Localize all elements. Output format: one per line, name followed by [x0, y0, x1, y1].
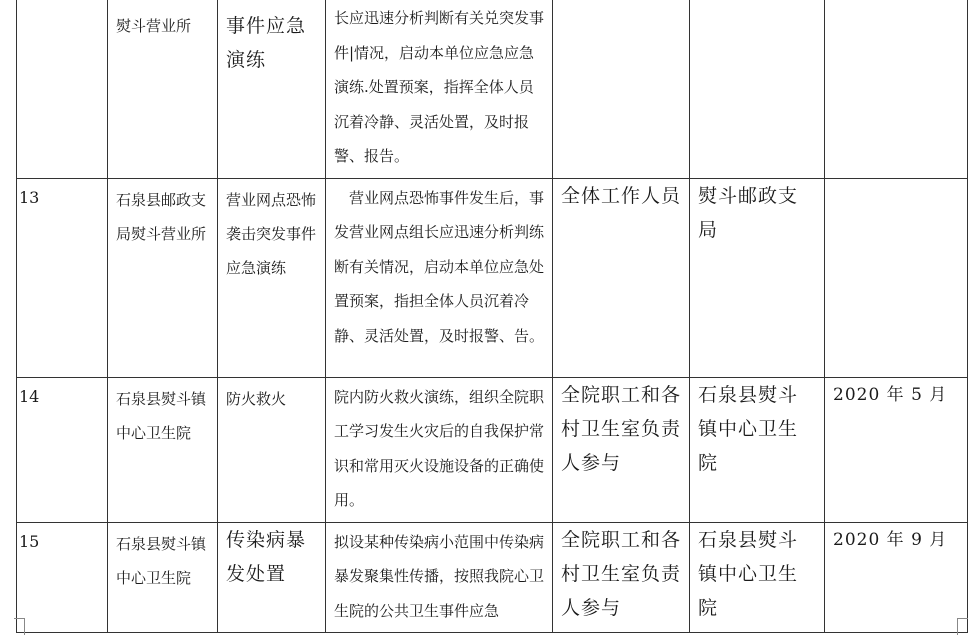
content-cell: 院内防火救火演练，组织全院职工学习发生火灾后的自我保护常识和常用灭火设施设备的正确使用。	[326, 377, 553, 522]
unit-cell: 熨斗营业所	[108, 0, 218, 178]
right-crop-mark	[957, 618, 968, 635]
table-row	[17, 0, 968, 178]
table-row	[17, 178, 968, 377]
organizer-cell: 熨斗邮政支局	[690, 178, 825, 377]
organizer-cell	[690, 0, 825, 178]
participants-cell: 全体工作人员	[553, 178, 690, 377]
drill-name-cell: 传染病暴发处置	[218, 522, 326, 633]
participants-cell	[553, 0, 690, 178]
participants-cell: 全院职工和各村卫生室负责人参与	[553, 377, 690, 522]
participants-cell: 全院职工和各村卫生室负责人参与	[553, 522, 690, 633]
unit-cell: 石泉县邮政支局熨斗营业所	[108, 178, 218, 377]
organizer-cell: 石泉县熨斗镇中心卫生院	[690, 377, 825, 522]
date-cell	[825, 178, 968, 377]
date-cell	[825, 0, 968, 178]
table-row	[17, 377, 968, 522]
left-crop-mark	[14, 618, 25, 635]
date-cell: 2020 年 9 月	[825, 522, 968, 633]
content-cell: 长应迅速分析判断有关兑突发事件|情况，启动本单位应急应急演练.处置预案，指挥全体人员沉着冷静、灵活处置，及时报警、报告。	[326, 0, 553, 178]
unit-cell: 石泉县熨斗镇中心卫生院	[108, 377, 218, 522]
organizer-cell: 石泉县熨斗镇中心卫生院	[690, 522, 825, 633]
drill-name-cell: 防火救火	[218, 377, 326, 522]
num-cell	[17, 0, 108, 178]
drill-name-cell: 事件应急演练	[218, 0, 326, 178]
content-cell: 拟设某种传染病小范围中传染病暴发聚集性传播，按照我院心卫生院的公共卫生事件应急	[326, 522, 553, 633]
num-cell: 14	[17, 377, 108, 522]
drill-plan-table	[16, 0, 968, 633]
content-cell: 营业网点恐怖事件发生后，事发营业网点组长应迅速分析判练断有关情况，启动本单位应急处置预案，指担全体人员沉着冷静、灵活处置，及时报警、告。	[326, 178, 553, 377]
num-cell: 15	[17, 522, 108, 633]
table-row	[17, 522, 968, 633]
unit-cell: 石泉县熨斗镇中心卫生院	[108, 522, 218, 633]
date-cell: 2020 年 5 月	[825, 377, 968, 522]
num-cell: 13	[17, 178, 108, 377]
drill-name-cell: 营业网点恐怖袭击突发事件应急演练	[218, 178, 326, 377]
